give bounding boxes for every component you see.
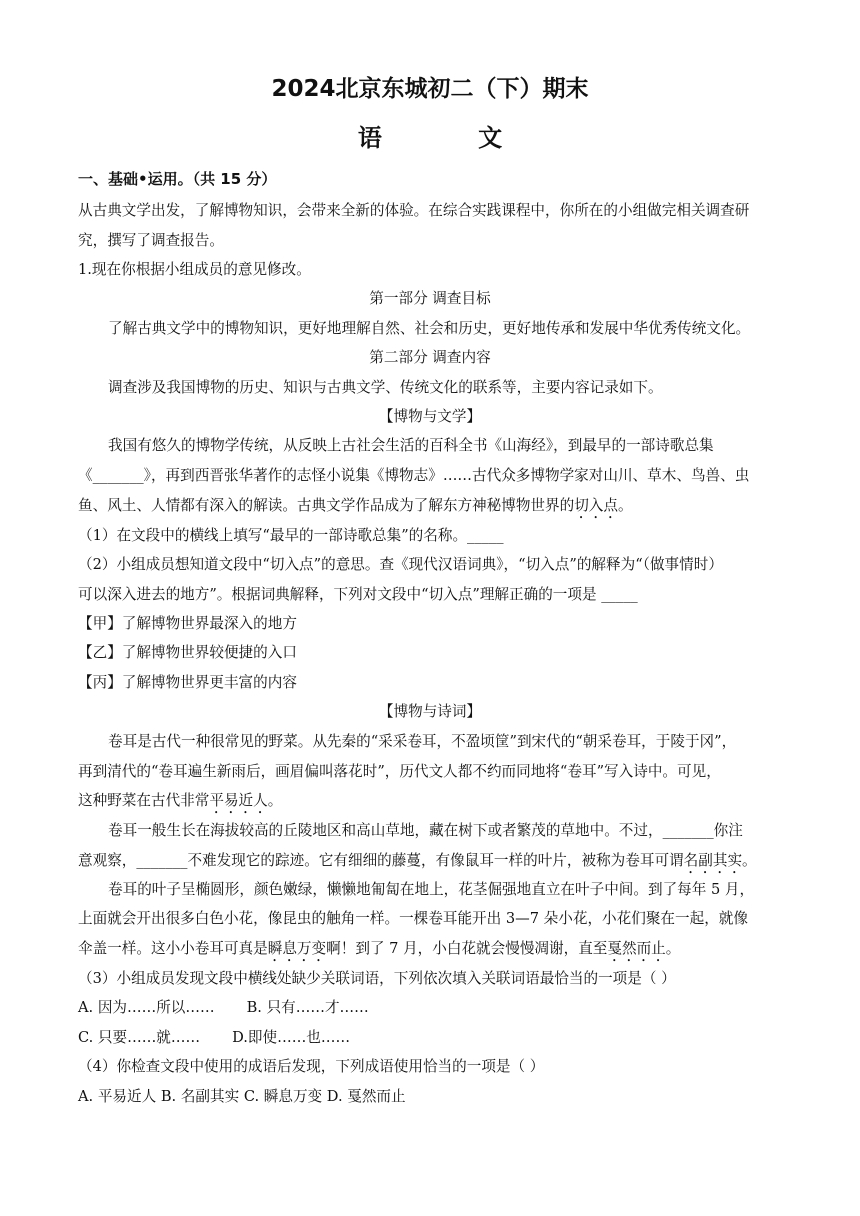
part2-title: 第二部分 调查内容 (369, 349, 491, 366)
paragraph-line: 伞盖一样。这小小卷耳可真是瞬息万变啊！到了 7 月，小白花就会慢慢凋谢，直至戛然而止。 (78, 940, 681, 957)
part2-text: 调查涉及我国博物的历史、知识与古典文学、传统文化的联系等，主要内容记录如下。 (108, 379, 663, 396)
part1-title: 第一部分 调查目标 (369, 290, 491, 307)
option-c: C. 只要……就…… (78, 1029, 201, 1046)
option-yi: 【乙】了解博物世界较便捷的入口 (78, 644, 297, 661)
paragraph-line: 《_______》，再到西晋张华著作的志怪小说集《博物志》……古代众多博物学家对山川、草木、鸟兽、虫 (78, 467, 750, 484)
subject-title: 语 文 (357, 124, 547, 152)
paragraph-line: 再到清代的“卷耳遍生新雨后，画眉偏叫落花时”，历代文人都不约而同地将“卷耳”写入诗中。可见， (78, 763, 721, 780)
question-1: 1.现在你根据小组成员的意见修改。 (78, 261, 311, 278)
paragraph-line: 卷耳是古代一种很常见的野菜。从先秦的“采采卷耳，不盈顷筐”到宋代的“朝采卷耳，于陵于冈”， (108, 733, 737, 750)
option-bing: 【丙】了解博物世界更丰富的内容 (78, 674, 297, 691)
paragraph-line: 上面就会开出很多白色小花，像昆虫的触角一样。一棵卷耳能开出 3—7 朵小花，小花们聚在一起，就像 (78, 910, 748, 927)
subsection-title-poetry: 【博物与诗词】 (378, 703, 482, 720)
emphasized-term: 戛然而止 (607, 940, 666, 957)
intro-line-1: 从古典文学出发，了解博物知识，会带来全新的体验。在综合实践课程中，你所在的小组做完相关调查研 (78, 202, 750, 219)
paragraph-line: 我国有悠久的博物学传统，从反映上古社会生活的百科全书《山海经》，到最早的一部诗歌总集 (108, 437, 714, 454)
option-jia: 【甲】了解博物世界最深入的地方 (78, 615, 297, 632)
paragraph-line: 卷耳一般生长在海拔较高的丘陵地区和高山草地，藏在树下或者繁茂的草地中。不过，_______你注 (108, 822, 743, 839)
emphasized-term: 平易近人 (209, 792, 268, 809)
intro-line-2: 究，撰写了调查报告。 (78, 232, 224, 249)
sub-question-3-options-row-1 (78, 999, 788, 1017)
emphasized-term: 瞬息万变 (267, 940, 327, 957)
emphasized-term: 名副其实 (683, 852, 743, 869)
sub-question-3: （3）小组成员发现文段中横线处缺少关联词语，下列依次填入关联词语最恰当的一项是（ ） (78, 970, 676, 987)
sub-question-4: （4）你检查文段中使用的成语后发现，下列成语使用恰当的一项是（ ） (78, 1058, 545, 1075)
section-heading: 一、基础•运用。（共 15 分） (78, 170, 277, 188)
paragraph-line: 鱼、风土、人情都有深入的解读。古典文学作品成为了解东方神秘博物世界的切入点。 (78, 497, 633, 514)
sub-question-4-options: A. 平易近人 B. 名副其实 C. 瞬息万变 D. 戛然而止 (78, 1088, 406, 1105)
document-title: 2024北京东城初二（下）期末 (271, 76, 589, 102)
option-b: B. 只有……才…… (246, 999, 369, 1016)
subsection-title-literature: 【博物与文学】 (378, 408, 482, 425)
sub-question-2-line-2: 可以深入进去的地方”。根据词典解释，下列对文段中“切入点”理解正确的一项是 _____ (78, 586, 638, 603)
sub-question-2-line-1: （2）小组成员想知道文段中“切入点”的意思。查《现代汉语词典》，“切入点”的解释为“（做事情时） (78, 556, 723, 573)
paragraph-line: 意观察，_______不难发现它的踪迹。它有细细的藤蔓，有像鼠耳一样的叶片，被称为卷耳可谓名副其实。 (78, 852, 757, 869)
emphasized-term: 切入点 (574, 497, 618, 514)
sub-question-3-options-row-2 (78, 1029, 788, 1047)
sub-question-1: （1）在文段中的横线上填写“最早的一部诗歌总集”的名称。_____ (78, 527, 504, 544)
part1-text: 了解古典文学中的博物知识，更好地理解自然、社会和历史，更好地传承和发展中华优秀传统文化。 (108, 320, 751, 337)
option-d: D.即使……也…… (232, 1029, 351, 1046)
paragraph-line: 卷耳的叶子呈椭圆形，颜色嫩绿，懒懒地匍匐在地上，花茎倔强地直立在叶子中间。到了每年 5 月， (108, 881, 755, 898)
paragraph-line: 这种野菜在古代非常平易近人。 (78, 792, 283, 809)
option-a: A. 因为……所以…… (78, 999, 215, 1016)
